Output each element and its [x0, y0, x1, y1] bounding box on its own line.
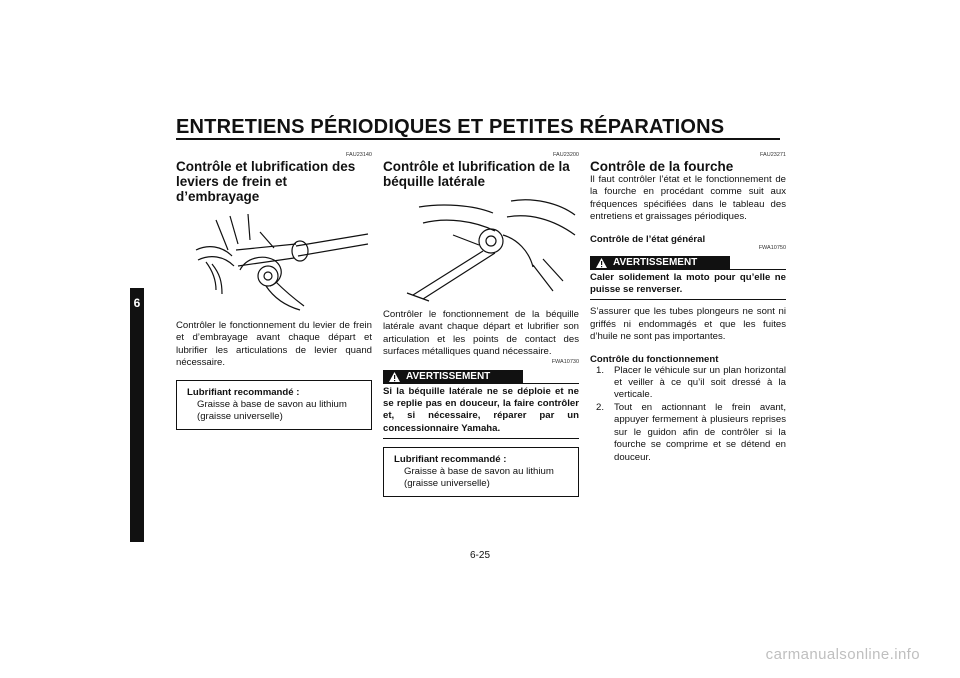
page-number: 6-25 [469, 550, 490, 561]
section-title: Contrôle de la fourche [590, 159, 734, 174]
warning-rule [521, 383, 579, 384]
header-rule [176, 138, 780, 140]
section-sidestand [383, 152, 579, 497]
step-number: 2. [596, 401, 605, 413]
warning-label: AVERTISSEMENT [406, 371, 491, 383]
list-item [590, 402, 786, 464]
warning-text: Si la béquille latérale ne se déploie et ne se replie pas en douceur, la faire contrôler et, si nécessaire, réparer par un concessionnaire Yamaha. [383, 386, 579, 440]
brake-lever-illustration [176, 210, 372, 314]
section-code: FAU23271 [760, 152, 786, 158]
chapter-number: 6 [133, 296, 141, 310]
function-check-heading: Contrôle du fonctionnement [590, 353, 719, 365]
warning-text: Caler solidement la moto pour qu’elle ne puisse se renverser. [590, 272, 786, 301]
watermark: carmanualsonline.info [765, 646, 920, 663]
warning-header [383, 370, 579, 386]
warning-badge [383, 370, 523, 384]
lubricant-value: Graisse à base de savon au lithium (graisse universelle) [197, 398, 347, 422]
lubricant-box [176, 380, 372, 430]
step-text: Tout en actionnant le frein avant, appuyer fermement à plusieurs reprises sur le guidon afin de contrôler si la fourche se comprime et se détend en douceur. [614, 401, 786, 463]
list-item [590, 365, 786, 402]
warning-header [590, 256, 786, 272]
section-title: Contrôle et lubrification des leviers de frein et d’embrayage [176, 159, 356, 204]
lubricant-label: Lubrifiant recommandé : [187, 386, 300, 398]
section-front-fork [590, 152, 786, 464]
warning-code: FWA10750 [758, 244, 786, 251]
lubricant-label: Lubrifiant recommandé : [394, 454, 507, 466]
function-steps [590, 365, 786, 464]
section-body: Contrôler le fonctionnement du levier de frein et d’embrayage avant chaque départ et lubrifier les articulations de levier quand nécessaire. [176, 320, 372, 369]
warning-badge [590, 256, 730, 270]
warning-code: FWA10730 [551, 358, 579, 365]
chapter-tab [130, 288, 144, 542]
section-code: FAU23140 [346, 152, 372, 158]
section-body: Contrôler le fonctionnement de la béquille latérale avant chaque départ et lubrifier son articulation et les points de contact des surfaces métalliques quand nécessaire. [383, 309, 579, 358]
warning-triangle-icon [596, 258, 607, 268]
warning-triangle-icon [389, 372, 400, 382]
warning-label: AVERTISSEMENT [613, 257, 698, 269]
section-brake-levers [176, 152, 372, 430]
section-code: FAU23200 [553, 152, 579, 158]
sidestand-illustration [383, 195, 579, 303]
step-text: Placer le véhicule sur un plan horizontal et veiller à ce qu’il soit dressé à la verticale. [614, 364, 786, 401]
lubricant-value: Graisse à base de savon au lithium (graisse universelle) [404, 466, 554, 490]
section-title: Contrôle et lubrification de la béquille latérale [383, 159, 570, 189]
general-check-body: S’assurer que les tubes plongeurs ne sont ni griffés ni endommagés et que les fuites d’huile ne sont pas importantes. [590, 306, 786, 343]
warning-rule [728, 269, 786, 270]
lubricant-box [383, 447, 579, 497]
section-intro: Il faut contrôler l’état et le fonctionnement de la fourche en procédant comme suit aux fréquences spécifiées dans le tableau des entretiens et graissages périodiques. [590, 174, 786, 223]
step-number: 1. [596, 364, 605, 376]
general-check-heading: Contrôle de l’état général [590, 233, 706, 245]
page-header-title: ENTRETIENS PÉRIODIQUES ET PETITES RÉPARATIONS [176, 116, 725, 138]
